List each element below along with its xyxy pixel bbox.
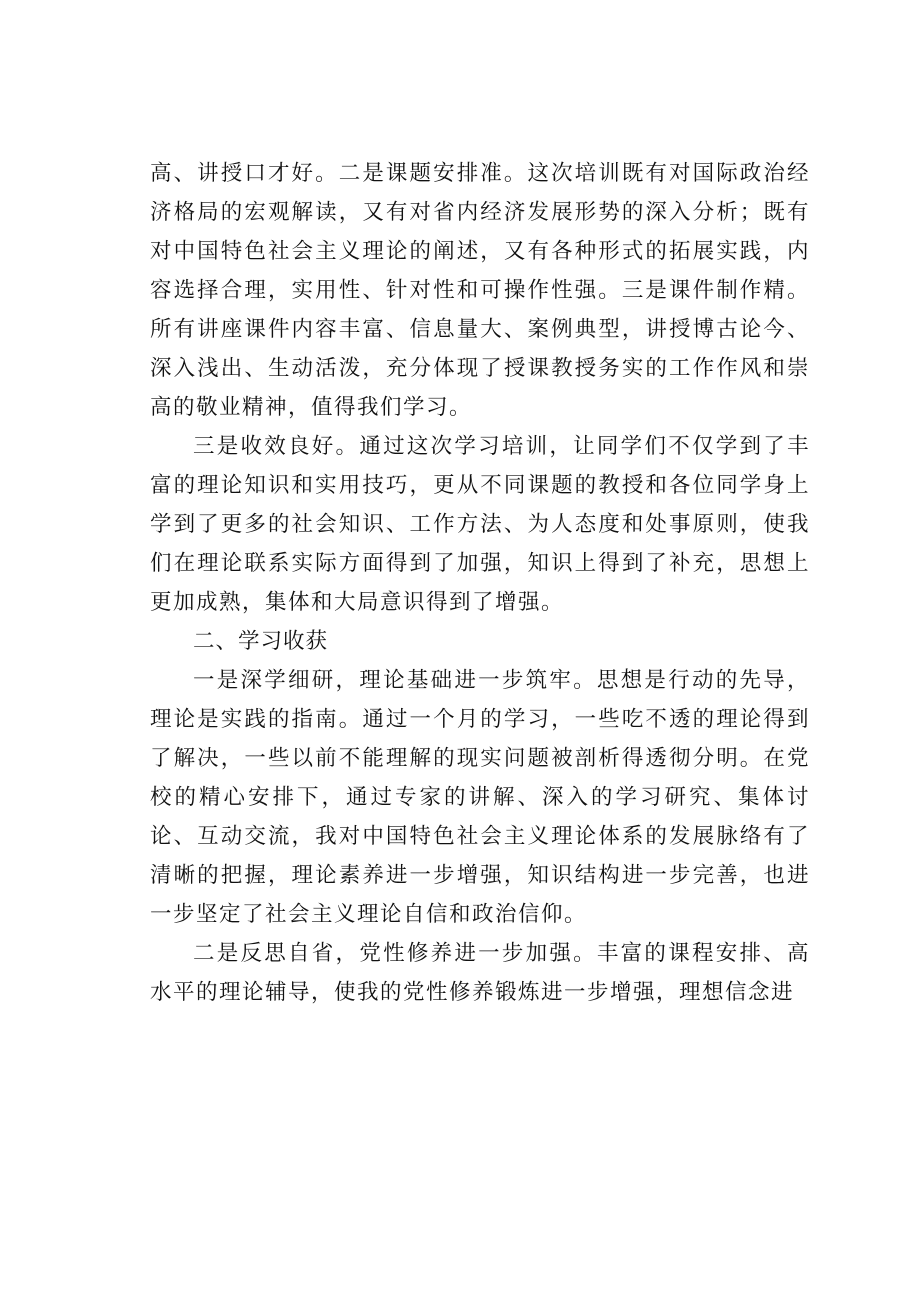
paragraph-party-spirit: 二是反思自省，党性修养进一步加强。丰富的课程安排、高水平的理论辅导，使我的党性修养锻炼进一步增强，理想信念进: [150, 941, 810, 1005]
paragraph-training-quality: 高、讲授口才好。二是课题安排准。这次培训既有对国际政治经济格局的宏观解读，又有对省内经济发展形势的深入分析；既有对中国特色社会主义理论的阐述，又有各种形式的拓展实践，内容选择合理，实用性、针对性和可操作性强。三是课件制作精。所有讲座课件内容丰富、信息量大、案例典型，讲授博古论今、深入浅出、生动活泼，充分体现了授课教授务实的工作作风和崇高的敬业精神，值得我们学习。: [150, 161, 810, 420]
document-body: [150, 154, 810, 1012]
paragraph-theory-foundation: 一是深学细研，理论基础进一步筑牢。思想是行动的先导，理论是实践的指南。通过一个月的学习，一些吃不透的理论得到了解决，一些以前不能理解的现实问题被剖析得透彻分明。在党校的精心安排下，通过专家的讲解、深入的学习研究、集体讨论、互动交流，我对中国特色社会主义理论体系的发展脉络有了清晰的把握，理论素养进一步增强，知识结构进一步完善，也进一步坚定了社会主义理论自信和政治信仰。: [150, 668, 810, 927]
section-heading: 二、学习收获: [193, 629, 329, 654]
paragraph-training-results: 三是收效良好。通过这次学习培训，让同学们不仅学到了丰富的理论知识和实用技巧，更从不同课题的教授和各位同学身上学到了更多的社会知识、工作方法、为人态度和处事原则，使我们在理论联系实际方面得到了加强，知识上得到了补充，思想上更加成熟，集体和大局意识得到了增强。: [150, 434, 810, 615]
